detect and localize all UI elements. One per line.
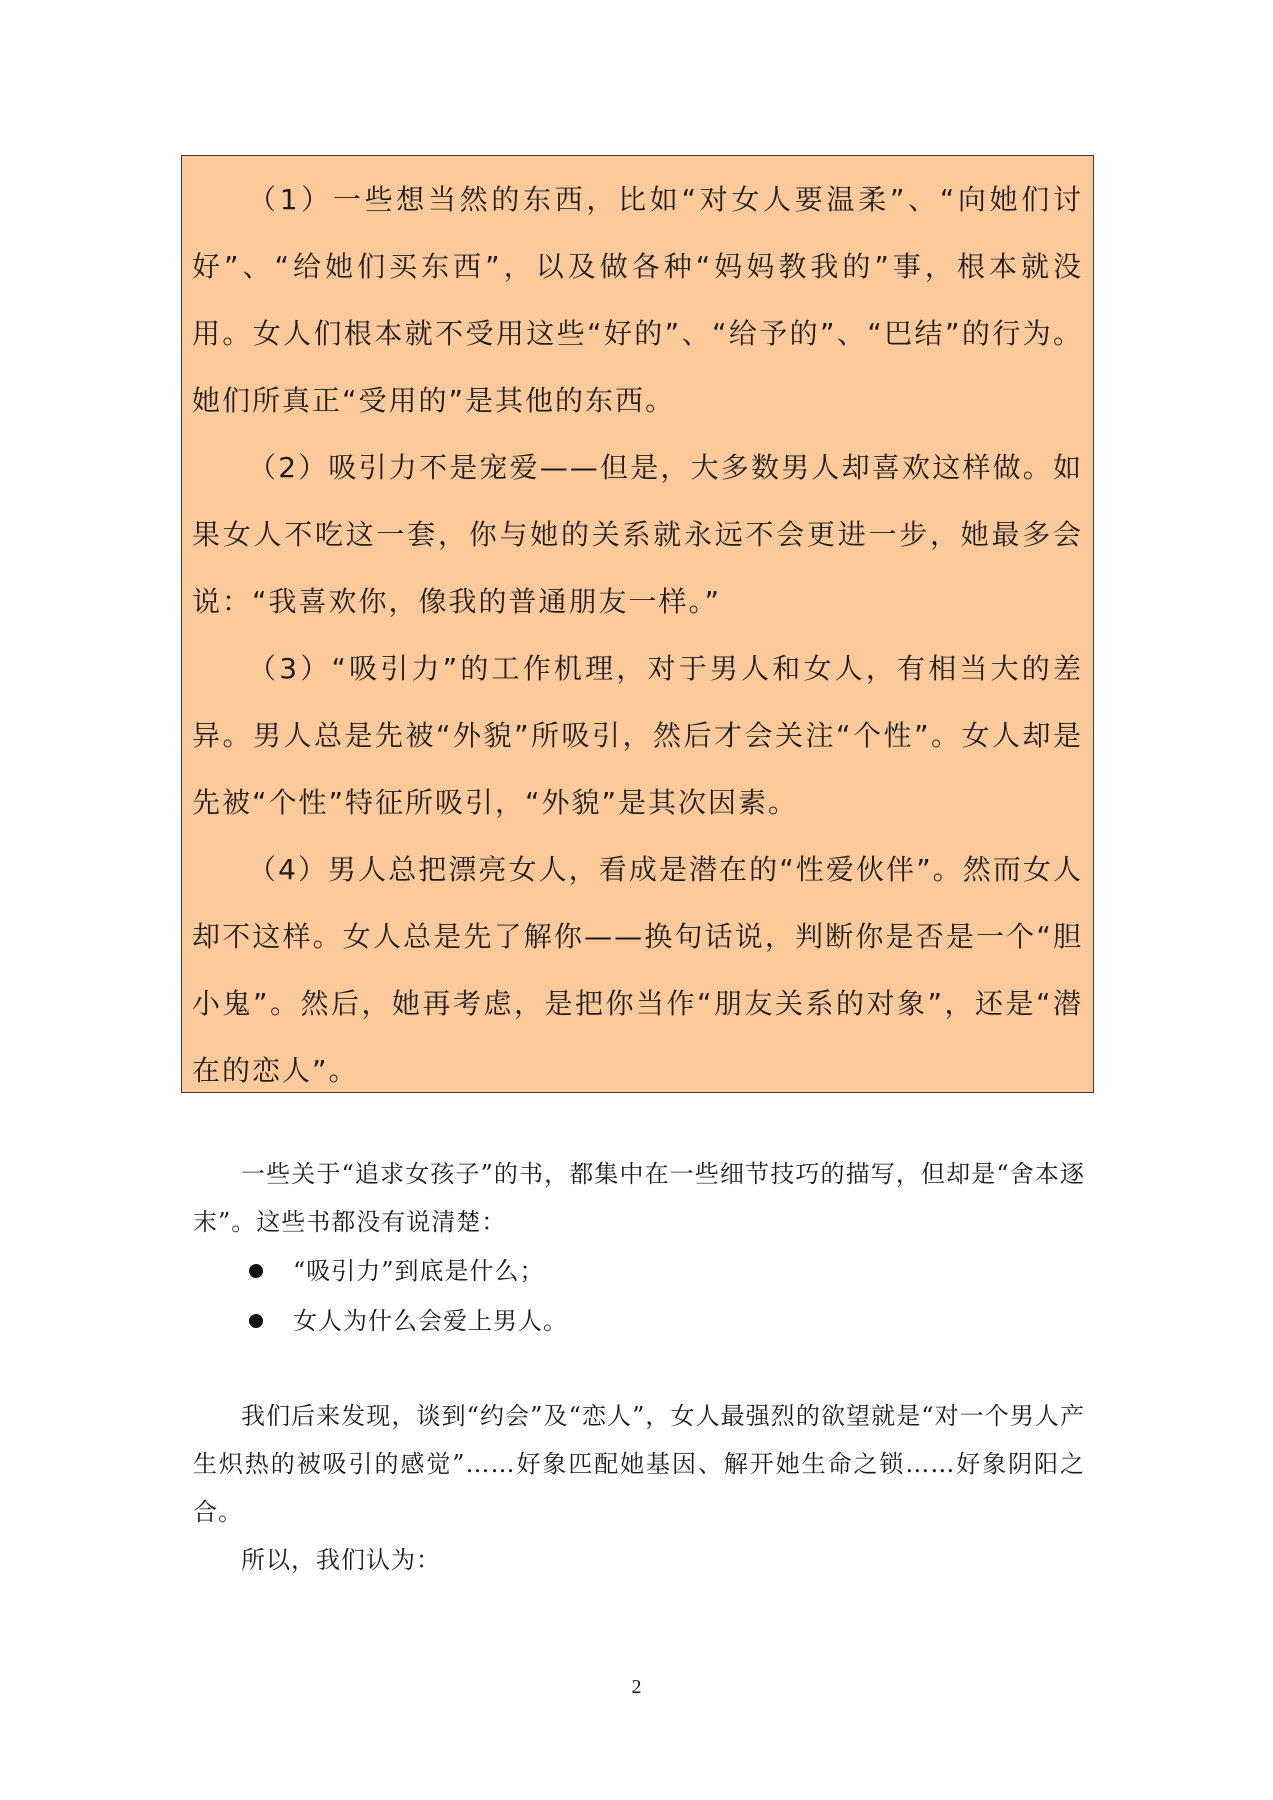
bullet-list — [193, 1246, 1085, 1346]
box-paragraph-2: （2）吸引力不是宠爱——但是，大多数男人却喜欢这样做。如果女人不吃这一套，你与她的关系就永远不会更进一步，她最多会说：“我喜欢你，像我的普通朋友一样。” — [192, 451, 1083, 618]
list-item — [193, 1246, 1085, 1296]
list-item-text: 女人为什么会爱上男人。 — [293, 1307, 568, 1335]
bullet-icon — [249, 1314, 263, 1328]
box-paragraph-4: （4）男人总把漂亮女人，看成是潜在的“性爱伙伴”。然而女人却不这样。女人总是先了解你——换句话说，判断你是否是一个“胆小鬼”。然后，她再考虑，是把你当作“朋友关系的对象”，还是“潜在的恋人”。 — [192, 853, 1083, 1087]
highlight-box — [181, 155, 1094, 1093]
box-paragraph-3: （3）“吸引力”的工作机理，对于男人和女人，有相当大的差异。男人总是先被“外貌”所吸引，然后才会关注“个性”。女人却是先被“个性”特征所吸引，“外貌”是其次因素。 — [192, 652, 1083, 819]
list-item — [193, 1296, 1085, 1346]
body-paragraph-2: 我们后来发现，谈到“约会”及“恋人”，女人最强烈的欲望就是“对一个男人产生炽热的被吸引的感觉”……好象匹配她基因、解开她生命之锁……好象阴阳之合。 — [193, 1402, 1085, 1526]
box-paragraph-1: （1）一些想当然的东西，比如“对女人要温柔”、“向她们讨好”、“给她们买东西”，以及做各种“妈妈教我的”事，根本就没用。女人们根本就不受用这些“好的”、“给予的”、“巴结”的行为。她们所真正“受用的”是其他的东西。 — [192, 183, 1083, 417]
body-paragraph-3: 所以，我们认为： — [241, 1546, 441, 1574]
page-number: 2 — [631, 1676, 642, 1698]
body-text — [193, 1150, 1085, 1584]
intro-paragraph: 一些关于“追求女孩子”的书，都集中在一些细节技巧的描写，但却是“舍本逐末”。这些书都没有说清楚： — [193, 1160, 1085, 1236]
list-item-text: “吸引力”到底是什么； — [293, 1257, 545, 1285]
bullet-icon — [249, 1264, 263, 1278]
